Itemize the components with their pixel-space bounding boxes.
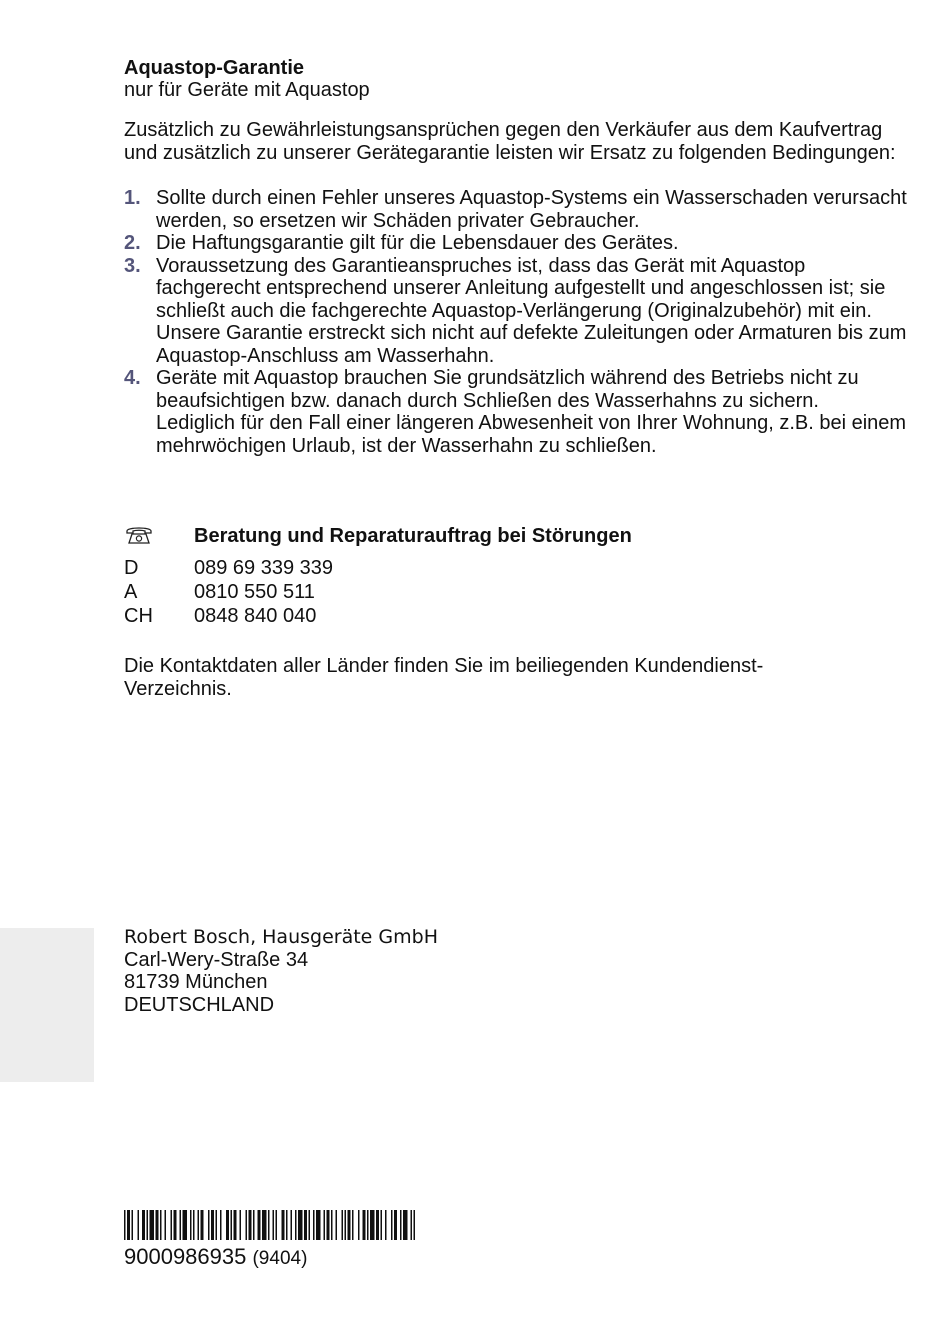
barcode xyxy=(124,1210,416,1240)
barcode-bar xyxy=(304,1210,307,1240)
document-number xyxy=(124,1244,307,1272)
barcode-bar xyxy=(124,1210,126,1240)
barcode-bar xyxy=(309,1210,311,1240)
barcode-bar xyxy=(220,1210,222,1240)
warranty-intro: Zusätzlich zu Gewährleistungsansprüchen gegen den Verkäufer aus dem Kaufvertrag und zusätzlich zu unserer Gerätegarantie leisten wir Ersatz zu folgenden Bedingungen: xyxy=(124,119,896,164)
barcode-bar xyxy=(316,1210,321,1240)
company-name: Robert Bosch, Hausgeräte GmbH xyxy=(124,926,438,948)
phone-row xyxy=(124,556,333,580)
barcode-bar xyxy=(291,1210,293,1240)
barcode-bar xyxy=(127,1210,130,1240)
barcode-bar xyxy=(276,1210,278,1240)
condition-text: Die Haftungsgarantie gilt für die Lebensdauer des Gerätes. xyxy=(156,232,679,254)
document-number-suffix: (9404) xyxy=(252,1248,308,1269)
barcode-bar xyxy=(201,1210,204,1240)
company-address xyxy=(124,926,438,1016)
document-number-main: 9000986935 xyxy=(124,1244,247,1269)
barcode-bar xyxy=(363,1210,366,1240)
barcode-bar xyxy=(394,1210,397,1240)
condition-number: 2. xyxy=(124,232,141,254)
condition-text-continued: Unsere Garantie erstreckt sich nicht auf defekte Zuleitungen oder Armaturen bis zum Aquastop-Anschluss am Wasserhahn. xyxy=(156,322,907,367)
barcode-bar xyxy=(367,1210,369,1240)
barcode-bar xyxy=(258,1210,261,1240)
condition-text: Voraussetzung des Garantieanspruches ist, dass das Gerät mit Aquastop fachgerecht entsprechend unserer Anleitung aufgestellt und angeschlossen ist; sie schließt auch die fachgerechte Aquastop-Verlängerung (Originalzubehör) mit ein. xyxy=(156,254,886,322)
phone-country-code: CH xyxy=(124,605,153,627)
phone-row xyxy=(124,604,333,628)
barcode-bar xyxy=(262,1210,267,1240)
phone-row xyxy=(124,580,333,604)
barcode-bar xyxy=(249,1210,252,1240)
condition-number: 4. xyxy=(124,367,141,389)
barcode-bar xyxy=(147,1210,149,1240)
phone-country-code: D xyxy=(124,557,139,579)
barcode-bar xyxy=(327,1210,330,1240)
barcode-bar xyxy=(298,1210,303,1240)
barcode-bar xyxy=(171,1210,173,1240)
barcode-bar xyxy=(313,1210,315,1240)
barcode-bar xyxy=(391,1210,393,1240)
phone-number: 089 69 339 339 xyxy=(194,557,334,579)
service-heading: Beratung und Reparaturauftrag bei Störungen xyxy=(194,525,632,547)
condition-item xyxy=(124,187,914,232)
barcode-bar xyxy=(348,1210,351,1240)
barcode-bar xyxy=(226,1210,229,1240)
barcode-bar xyxy=(331,1210,333,1240)
barcode-bar xyxy=(160,1210,162,1240)
barcode-bar xyxy=(345,1210,347,1240)
barcode-bar xyxy=(183,1210,188,1240)
barcode-bar xyxy=(216,1210,218,1240)
barcode-bar xyxy=(352,1210,354,1240)
barcode-bar xyxy=(246,1210,248,1240)
barcode-bar xyxy=(150,1210,155,1240)
phone-country-code: A xyxy=(124,581,138,603)
barcode-bar xyxy=(231,1210,233,1240)
condition-number: 1. xyxy=(124,187,141,209)
barcode-bar xyxy=(282,1210,285,1240)
barcode-bar xyxy=(198,1210,200,1240)
barcode-bar xyxy=(180,1210,182,1240)
barcode-bar xyxy=(336,1210,338,1240)
barcode-bar xyxy=(403,1210,408,1240)
condition-item xyxy=(124,367,914,457)
contact-note: Die Kontaktdaten aller Länder finden Sie im beiliegenden Kundendienst-Verzeichnis. xyxy=(124,655,764,700)
barcode-bar xyxy=(376,1210,379,1240)
condition-text: Geräte mit Aquastop brauchen Sie grundsätzlich während des Betriebs nicht zu beaufsichtigen bzw. danach durch Schließen des Wasserhahns zu sichern. xyxy=(156,367,859,412)
barcode-bar xyxy=(385,1210,387,1240)
barcode-bar xyxy=(400,1210,402,1240)
barcode-bar xyxy=(156,1210,159,1240)
condition-number: 3. xyxy=(124,254,141,277)
condition-text-continued: Lediglich für den Fall einer längeren Abwesenheit von Ihrer Wohnung, z.B. bei einem mehrwöchigen Urlaub, ist der Wasserhahn zu schließen. xyxy=(156,412,907,457)
barcode-bar xyxy=(208,1210,210,1240)
warranty-title: Aquastop-Garantie xyxy=(124,57,305,79)
address-city: 81739 München xyxy=(124,971,268,993)
warranty-conditions-list xyxy=(124,187,914,457)
barcode-bar xyxy=(324,1210,326,1240)
barcode-bar xyxy=(268,1210,270,1240)
condition-text: Sollte durch einen Fehler unseres Aquastop-Systems ein Wasserschaden verursacht werden, so ersetzen wir Schäden privater Gebraucher. xyxy=(156,187,907,232)
barcode-bar xyxy=(142,1210,145,1240)
barcode-bar xyxy=(286,1210,288,1240)
barcode-bar xyxy=(414,1210,416,1240)
side-margin-bar xyxy=(0,928,94,1082)
telephone-icon xyxy=(124,524,154,546)
barcode-bar xyxy=(211,1210,214,1240)
condition-item xyxy=(124,232,914,255)
barcode-bar xyxy=(234,1210,237,1240)
barcode-bar xyxy=(240,1210,242,1240)
barcode-bar xyxy=(295,1210,297,1240)
barcode-bar xyxy=(165,1210,167,1240)
barcode-bar xyxy=(193,1210,195,1240)
barcode-bar xyxy=(411,1210,413,1240)
phone-number: 0848 840 040 xyxy=(194,605,317,627)
phone-number: 0810 550 511 xyxy=(194,581,315,603)
phone-number-table xyxy=(124,556,333,628)
address-country: DEUTSCHLAND xyxy=(124,993,275,1016)
barcode-bar xyxy=(273,1210,275,1240)
barcode-bar xyxy=(132,1210,134,1240)
barcode-bar xyxy=(358,1210,360,1240)
barcode-bar xyxy=(253,1210,255,1240)
warranty-subtitle: nur für Geräte mit Aquastop xyxy=(124,79,370,101)
barcode-bar xyxy=(342,1210,344,1240)
barcode-bar xyxy=(370,1210,375,1240)
barcode-bar xyxy=(190,1210,192,1240)
barcode-bar xyxy=(174,1210,177,1240)
barcode-bar xyxy=(138,1210,140,1240)
address-street: Carl-Wery-Straße 34 xyxy=(124,948,309,971)
condition-item xyxy=(124,255,914,368)
barcode-bar xyxy=(381,1210,383,1240)
